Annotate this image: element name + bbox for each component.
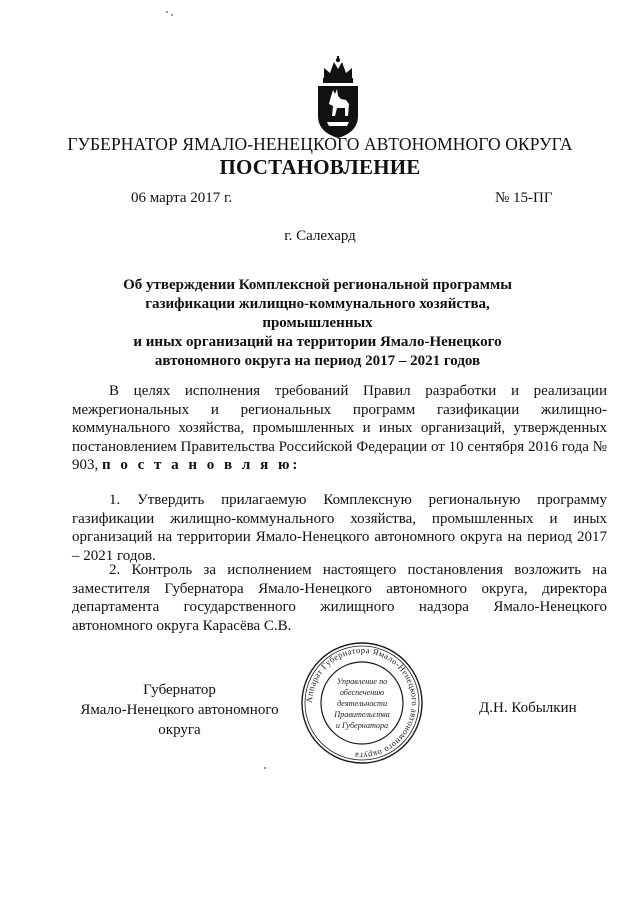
issuing-authority: ГУБЕРНАТОР ЯМАЛО-НЕНЕЦКОГО АВТОНОМНОГО ОКРУГА bbox=[67, 134, 573, 154]
seal-center-line: обеспечению bbox=[339, 688, 385, 697]
item-1-text: 1. Утвердить прилагаемую Комплексную региональную программу газификации жилищно-коммунального хозяйства, промышленных и иных организаций на территории Ямало-Ненецкого автономного округа на период 2017 – 2021 годов. bbox=[72, 492, 607, 564]
preamble-text: В целях исполнения требований Правил разработки и реализации межрегиональных и региональных программ газификации жилищно-коммунального хозяйства, промышленных и иных организаций, утвержденных постановлением Правительства Российской Федерации от 10 сентября 2016 года № 903, bbox=[72, 383, 607, 473]
document-type: ПОСТАНОВЛЕНИЕ bbox=[219, 155, 421, 179]
document-city: г. Салехард bbox=[284, 228, 356, 244]
scan-speck bbox=[171, 14, 173, 16]
title-line: Об утверждении Комплексной региональной программы bbox=[123, 277, 512, 293]
seal-center-line: Правительства bbox=[334, 710, 390, 719]
position-line: Губернатор bbox=[143, 682, 216, 698]
preamble-paragraph bbox=[72, 382, 607, 475]
title-line: газификации жилищно-коммунального хозяйства, промышленных bbox=[145, 296, 490, 331]
round-seal-icon bbox=[300, 641, 424, 765]
seal-center-line: Управление по bbox=[336, 677, 388, 686]
document-date: 06 марта 2017 г. bbox=[131, 190, 233, 206]
position-line: Ямало-Ненецкого автономного округа bbox=[80, 702, 279, 738]
coat-of-arms-icon bbox=[313, 56, 363, 140]
item-1-paragraph bbox=[72, 491, 607, 565]
decree-word: п о с т а н о в л я ю: bbox=[102, 457, 301, 473]
signatory-position bbox=[72, 680, 287, 740]
scan-speck bbox=[166, 11, 168, 13]
item-2-text: 2. Контроль за исполнением настоящего постановления возложить на заместителя Губернатора Ямало-Ненецкого автономного округа, директора департамента государственного жилищного надзора Ямало-Ненецкого автономного округа Карасёва С.В. bbox=[72, 562, 607, 634]
document-title bbox=[90, 276, 545, 371]
title-line: автономного округа на период 2017 – 2021 годов bbox=[154, 353, 481, 369]
seal-center-line: и Губернатора bbox=[335, 721, 389, 730]
seal-ring-text: Аппарат Губернатора Ямало-Ненецкого автономного округа bbox=[303, 644, 421, 762]
scan-speck bbox=[264, 767, 266, 769]
signatory-name: Д.Н. Кобылкин bbox=[479, 700, 577, 716]
item-2-paragraph bbox=[72, 561, 607, 635]
document-number: № 15-ПГ bbox=[495, 190, 553, 206]
title-line: и иных организаций на территории Ямало-Ненецкого bbox=[133, 334, 502, 350]
seal-center-line: деятельности bbox=[336, 699, 388, 708]
